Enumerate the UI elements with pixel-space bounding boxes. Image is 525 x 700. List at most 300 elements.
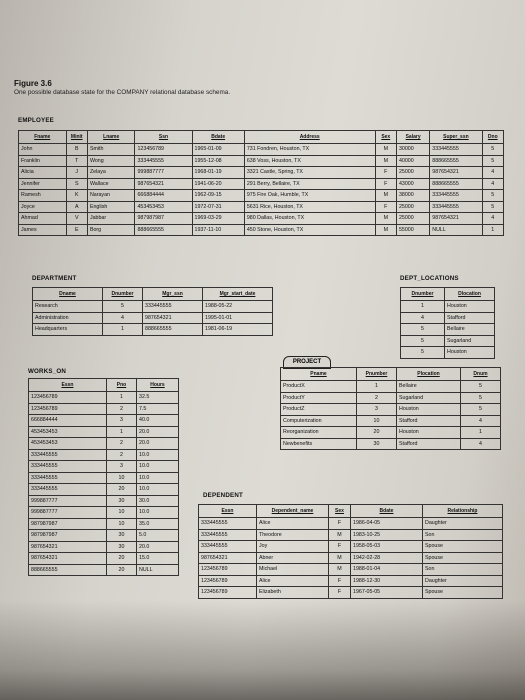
table-cell: 999887777 — [135, 167, 192, 179]
table-cell: 30 — [107, 530, 137, 542]
table-cell: Reorganization — [281, 427, 357, 439]
table-cell: 1983-10-25 — [351, 529, 423, 541]
table-row — [29, 392, 179, 404]
table-cell: 55000 — [396, 224, 429, 236]
table-row — [29, 530, 179, 542]
table-cell: Newbenefits — [281, 438, 357, 450]
table-cell: 333445555 — [199, 518, 257, 530]
table-cell: 666884444 — [29, 415, 107, 427]
table-cell: 5 — [461, 381, 501, 393]
table-cell: 1967-05-05 — [351, 587, 423, 599]
table-cell: 30 — [107, 541, 137, 553]
table-cell: ProductX — [281, 381, 357, 393]
table-cell: M — [329, 552, 351, 564]
table-cell: 333445555 — [430, 190, 482, 202]
table-row — [29, 426, 179, 438]
table-cell: 1 — [107, 426, 137, 438]
table-cell: 4 — [461, 438, 501, 450]
table-cell: Alice — [257, 575, 329, 587]
table-cell: M — [329, 564, 351, 576]
table-row — [281, 415, 501, 427]
table-cell: 987654321 — [430, 213, 482, 225]
table-cell: 5 — [482, 155, 503, 167]
table-row — [29, 507, 179, 519]
table-cell: 453453453 — [135, 201, 192, 213]
table-cell: 2 — [357, 392, 397, 404]
table-cell: 5 — [461, 392, 501, 404]
table-cell: 20 — [107, 553, 137, 565]
table-cell: M — [375, 144, 396, 156]
table-cell: Elizabeth — [257, 587, 329, 599]
table-row — [19, 190, 504, 202]
table-cell: 888665555 — [143, 324, 203, 336]
table-cell: F — [329, 587, 351, 599]
table-row — [29, 415, 179, 427]
table-cell: Stafford — [397, 438, 461, 450]
table-cell: 3 — [107, 461, 137, 473]
table-cell: 4 — [482, 213, 503, 225]
table-cell: 888665555 — [29, 564, 107, 576]
column-header: Pnumber — [357, 368, 397, 381]
table-cell: 10 — [107, 518, 137, 530]
table-row — [199, 587, 503, 599]
column-header: Essn — [29, 379, 107, 392]
table-cell: 25000 — [396, 213, 429, 225]
table-cell: Ahmad — [19, 213, 67, 225]
table-cell: F — [329, 541, 351, 553]
table-cell: B — [66, 144, 87, 156]
table-cell: Houston — [397, 427, 461, 439]
project-table — [280, 367, 501, 450]
table-row — [199, 541, 503, 553]
table-cell: 987654321 — [199, 552, 257, 564]
table-cell: Spouse — [423, 552, 503, 564]
table-cell: 999887777 — [29, 507, 107, 519]
table-cell: 35.0 — [137, 518, 179, 530]
table-cell: S — [66, 178, 87, 190]
table-row — [29, 564, 179, 576]
table-cell: Wallace — [87, 178, 135, 190]
table-cell: T — [66, 155, 87, 167]
table-cell: 453453453 — [29, 438, 107, 450]
column-header: Relationship — [423, 505, 503, 518]
table-cell: M — [375, 224, 396, 236]
table-cell: 333445555 — [135, 155, 192, 167]
table-cell: 1958-05-03 — [351, 541, 423, 553]
table-cell: 1988-01-04 — [351, 564, 423, 576]
table-cell: 40000 — [396, 155, 429, 167]
table-cell: 4 — [461, 415, 501, 427]
table-cell: ProductZ — [281, 404, 357, 416]
table-cell: Son — [423, 529, 503, 541]
table-cell: ProductY — [281, 392, 357, 404]
table-cell: 43000 — [396, 178, 429, 190]
table-cell: 333445555 — [29, 449, 107, 461]
table-cell: 888665555 — [135, 224, 192, 236]
table-cell: 20 — [357, 427, 397, 439]
table-cell: 333445555 — [199, 541, 257, 553]
table-cell: 999887777 — [29, 495, 107, 507]
table-cell: Headquarters — [33, 324, 103, 336]
column-header: Address — [244, 131, 375, 144]
table-cell: 1988-12-30 — [351, 575, 423, 587]
table-cell: 30000 — [396, 144, 429, 156]
table-cell: F — [329, 575, 351, 587]
employee-table — [18, 130, 504, 236]
table-cell: 32.5 — [137, 392, 179, 404]
table-cell: 4 — [401, 312, 445, 324]
table-row — [281, 427, 501, 439]
table-cell: 888665555 — [430, 178, 482, 190]
table-cell: 3321 Castle, Spring, TX — [244, 167, 375, 179]
table-cell: 3 — [357, 404, 397, 416]
table-cell: 123456789 — [199, 564, 257, 576]
column-header: Minit — [66, 131, 87, 144]
table-cell: Administration — [33, 312, 103, 324]
column-header: Fname — [19, 131, 67, 144]
table-cell: Joyce — [19, 201, 67, 213]
column-header: Ssn — [135, 131, 192, 144]
table-cell: 5 — [103, 301, 143, 313]
table-cell: 4 — [482, 178, 503, 190]
table-cell: 975 Fire Oak, Humble, TX — [244, 190, 375, 202]
table-row — [401, 347, 495, 359]
department-table — [32, 287, 273, 336]
table-row — [19, 201, 504, 213]
table-row — [33, 301, 273, 313]
dependent-label: DEPENDENT — [203, 492, 243, 499]
table-cell: 1981-06-19 — [203, 324, 273, 336]
table-cell: 10 — [107, 507, 137, 519]
table-header-row — [199, 505, 503, 518]
table-cell: 30 — [357, 438, 397, 450]
dept-locations-label: DEPT_LOCATIONS — [400, 275, 459, 282]
table-cell: 1 — [357, 381, 397, 393]
column-header: Dnumber — [103, 288, 143, 301]
table-cell: 1962-09-15 — [192, 190, 244, 202]
table-cell: 3 — [107, 415, 137, 427]
table-cell: 333445555 — [430, 144, 482, 156]
table-cell: 123456789 — [199, 575, 257, 587]
table-cell: Bellaire — [397, 381, 461, 393]
figure-number: Figure 3.6 — [14, 79, 52, 88]
table-cell: Daughter — [423, 575, 503, 587]
column-header: Dependent_name — [257, 505, 329, 518]
table-cell: Franklin — [19, 155, 67, 167]
table-cell: 4 — [482, 167, 503, 179]
table-cell: Zelaya — [87, 167, 135, 179]
table-cell: 987654321 — [135, 178, 192, 190]
table-cell: Borg — [87, 224, 135, 236]
table-cell: 123456789 — [29, 392, 107, 404]
table-cell: 1941-06-20 — [192, 178, 244, 190]
table-cell: Computerization — [281, 415, 357, 427]
table-cell: Stafford — [397, 415, 461, 427]
table-row — [199, 518, 503, 530]
table-row — [401, 301, 495, 313]
table-cell: 30.0 — [137, 495, 179, 507]
table-cell: 1972-07-31 — [192, 201, 244, 213]
column-header: Pno — [107, 379, 137, 392]
table-cell: Narayan — [87, 190, 135, 202]
table-cell: Joy — [257, 541, 329, 553]
table-row — [19, 213, 504, 225]
table-cell: 1942-02-28 — [351, 552, 423, 564]
column-header: Bdate — [351, 505, 423, 518]
table-cell: 10.0 — [137, 472, 179, 484]
table-row — [281, 438, 501, 450]
table-cell: 638 Voss, Houston, TX — [244, 155, 375, 167]
table-cell: 10 — [107, 472, 137, 484]
column-header: Sex — [329, 505, 351, 518]
table-cell: 1 — [107, 392, 137, 404]
table-cell: M — [375, 155, 396, 167]
table-cell: Houston — [445, 301, 495, 313]
table-cell: A — [66, 201, 87, 213]
table-cell: 1968-01-19 — [192, 167, 244, 179]
table-cell: M — [375, 213, 396, 225]
column-header: Lname — [87, 131, 135, 144]
table-cell: 1986-04-05 — [351, 518, 423, 530]
table-cell: 888665555 — [430, 155, 482, 167]
table-cell: 1 — [482, 224, 503, 236]
table-cell: 980 Dallas, Houston, TX — [244, 213, 375, 225]
table-cell: Wong — [87, 155, 135, 167]
table-row — [199, 575, 503, 587]
table-row — [29, 518, 179, 530]
table-cell: 5 — [401, 335, 445, 347]
table-cell: E — [66, 224, 87, 236]
table-cell: Michael — [257, 564, 329, 576]
table-cell: 15.0 — [137, 553, 179, 565]
table-row — [19, 224, 504, 236]
table-row — [19, 144, 504, 156]
table-cell: 987987987 — [29, 518, 107, 530]
table-cell: Ramesh — [19, 190, 67, 202]
table-cell: 987654321 — [29, 541, 107, 553]
table-cell: 10 — [357, 415, 397, 427]
table-row — [29, 461, 179, 473]
table-row — [33, 324, 273, 336]
table-cell: 333445555 — [199, 529, 257, 541]
table-cell: Stafford — [445, 312, 495, 324]
table-cell: 987654321 — [29, 553, 107, 565]
table-cell: 25000 — [396, 167, 429, 179]
works-on-label: WORKS_ON — [28, 368, 67, 375]
table-row — [29, 495, 179, 507]
table-cell: 1969-03-29 — [192, 213, 244, 225]
table-cell: Abner — [257, 552, 329, 564]
table-cell: 987987987 — [135, 213, 192, 225]
table-cell: 5631 Rice, Houston, TX — [244, 201, 375, 213]
table-cell: 333445555 — [430, 201, 482, 213]
table-cell: F — [375, 178, 396, 190]
table-cell: Houston — [397, 404, 461, 416]
table-cell: Theodore — [257, 529, 329, 541]
column-header: Hours — [137, 379, 179, 392]
table-cell: 7.5 — [137, 403, 179, 415]
department-label: DEPARTMENT — [32, 275, 77, 282]
table-row — [29, 472, 179, 484]
table-cell: English — [87, 201, 135, 213]
table-cell: Alice — [257, 518, 329, 530]
table-cell: 5 — [482, 201, 503, 213]
table-cell: 453453453 — [29, 426, 107, 438]
table-cell: 5.0 — [137, 530, 179, 542]
table-cell: NULL — [430, 224, 482, 236]
table-cell: 333445555 — [143, 301, 203, 313]
column-header: Mgr_ssn — [143, 288, 203, 301]
table-row — [281, 404, 501, 416]
table-row — [29, 484, 179, 496]
table-header-row — [19, 131, 504, 144]
table-cell: 40.0 — [137, 415, 179, 427]
column-header: Mgr_start_date — [203, 288, 273, 301]
table-cell: Sugarland — [397, 392, 461, 404]
table-cell: 2 — [107, 449, 137, 461]
table-cell: 20.0 — [137, 426, 179, 438]
table-row — [281, 392, 501, 404]
table-cell: 20.0 — [137, 541, 179, 553]
table-cell: 10.0 — [137, 449, 179, 461]
table-cell: Alicia — [19, 167, 67, 179]
table-row — [401, 335, 495, 347]
table-cell: 987654321 — [430, 167, 482, 179]
table-cell: 1 — [401, 301, 445, 313]
table-cell: Spouse — [423, 587, 503, 599]
table-cell: John — [19, 144, 67, 156]
table-cell: 20 — [107, 564, 137, 576]
table-cell: 1955-12-08 — [192, 155, 244, 167]
figure-caption: One possible database state for the COMPANY relational database schema. — [14, 89, 231, 96]
table-cell: 10.0 — [137, 507, 179, 519]
table-header-row — [33, 288, 273, 301]
table-cell: 291 Berry, Bellaire, TX — [244, 178, 375, 190]
table-cell: Son — [423, 564, 503, 576]
table-cell: Bellaire — [445, 324, 495, 336]
table-cell: 30 — [107, 495, 137, 507]
table-header-row — [29, 379, 179, 392]
table-row — [29, 403, 179, 415]
column-header: Dlocation — [445, 288, 495, 301]
table-cell: M — [329, 529, 351, 541]
column-header: Dnumber — [401, 288, 445, 301]
employee-label: EMPLOYEE — [18, 117, 54, 124]
table-cell: Smith — [87, 144, 135, 156]
table-cell: Houston — [445, 347, 495, 359]
table-cell: Jennifer — [19, 178, 67, 190]
works-on-table — [28, 378, 179, 576]
table-row — [199, 552, 503, 564]
table-cell: F — [329, 518, 351, 530]
table-cell: 731 Fondren, Houston, TX — [244, 144, 375, 156]
column-header: Essn — [199, 505, 257, 518]
table-row — [33, 312, 273, 324]
table-cell: 987654321 — [143, 312, 203, 324]
table-cell: Research — [33, 301, 103, 313]
table-cell: 10.0 — [137, 461, 179, 473]
table-cell: 5 — [482, 144, 503, 156]
table-row — [19, 178, 504, 190]
table-row — [29, 541, 179, 553]
column-header: Salary — [396, 131, 429, 144]
table-cell: 4 — [103, 312, 143, 324]
project-label: PROJECT — [283, 356, 331, 369]
column-header: Super_ssn — [430, 131, 482, 144]
table-cell: J — [66, 167, 87, 179]
table-cell: 123456789 — [135, 144, 192, 156]
table-cell: V — [66, 213, 87, 225]
table-header-row — [401, 288, 495, 301]
dependent-table — [198, 504, 503, 599]
table-cell: F — [375, 167, 396, 179]
table-cell: 1 — [103, 324, 143, 336]
table-cell: 5 — [401, 324, 445, 336]
column-header: Dnum — [461, 368, 501, 381]
table-cell: NULL — [137, 564, 179, 576]
table-row — [401, 312, 495, 324]
table-cell: Spouse — [423, 541, 503, 553]
table-cell: 2 — [107, 438, 137, 450]
table-cell: 666884444 — [135, 190, 192, 202]
table-cell: 1988-05-22 — [203, 301, 273, 313]
table-cell: 333445555 — [29, 472, 107, 484]
shadow-overlay — [0, 600, 525, 700]
column-header: Pname — [281, 368, 357, 381]
table-cell: 333445555 — [29, 484, 107, 496]
column-header: Dname — [33, 288, 103, 301]
table-cell: 5 — [461, 404, 501, 416]
table-cell: 38000 — [396, 190, 429, 202]
table-row — [29, 449, 179, 461]
table-cell: 20 — [107, 484, 137, 496]
column-header: Bdate — [192, 131, 244, 144]
table-cell: 5 — [401, 347, 445, 359]
column-header: Plocation — [397, 368, 461, 381]
table-cell: K — [66, 190, 87, 202]
table-cell: 2 — [107, 403, 137, 415]
table-cell: 1965-01-09 — [192, 144, 244, 156]
table-cell: 333445555 — [29, 461, 107, 473]
dept-locations-table — [400, 287, 495, 359]
table-row — [19, 167, 504, 179]
table-cell: F — [375, 201, 396, 213]
table-row — [281, 381, 501, 393]
table-cell: 987987987 — [29, 530, 107, 542]
table-header-row — [281, 368, 501, 381]
table-cell: 123456789 — [29, 403, 107, 415]
table-cell: Jabbar — [87, 213, 135, 225]
table-cell: 1995-01-01 — [203, 312, 273, 324]
table-cell: James — [19, 224, 67, 236]
table-cell: 20.0 — [137, 438, 179, 450]
table-cell: Sugarland — [445, 335, 495, 347]
table-cell: 5 — [482, 190, 503, 202]
table-row — [19, 155, 504, 167]
table-cell: Daughter — [423, 518, 503, 530]
table-row — [401, 324, 495, 336]
table-cell: 450 Stone, Houston, TX — [244, 224, 375, 236]
table-cell: 1937-11-10 — [192, 224, 244, 236]
table-cell: 1 — [461, 427, 501, 439]
table-row — [199, 529, 503, 541]
table-cell: M — [375, 190, 396, 202]
table-row — [199, 564, 503, 576]
table-cell: 123456789 — [199, 587, 257, 599]
table-cell: 10.0 — [137, 484, 179, 496]
table-cell: 25000 — [396, 201, 429, 213]
column-header: Dno — [482, 131, 503, 144]
